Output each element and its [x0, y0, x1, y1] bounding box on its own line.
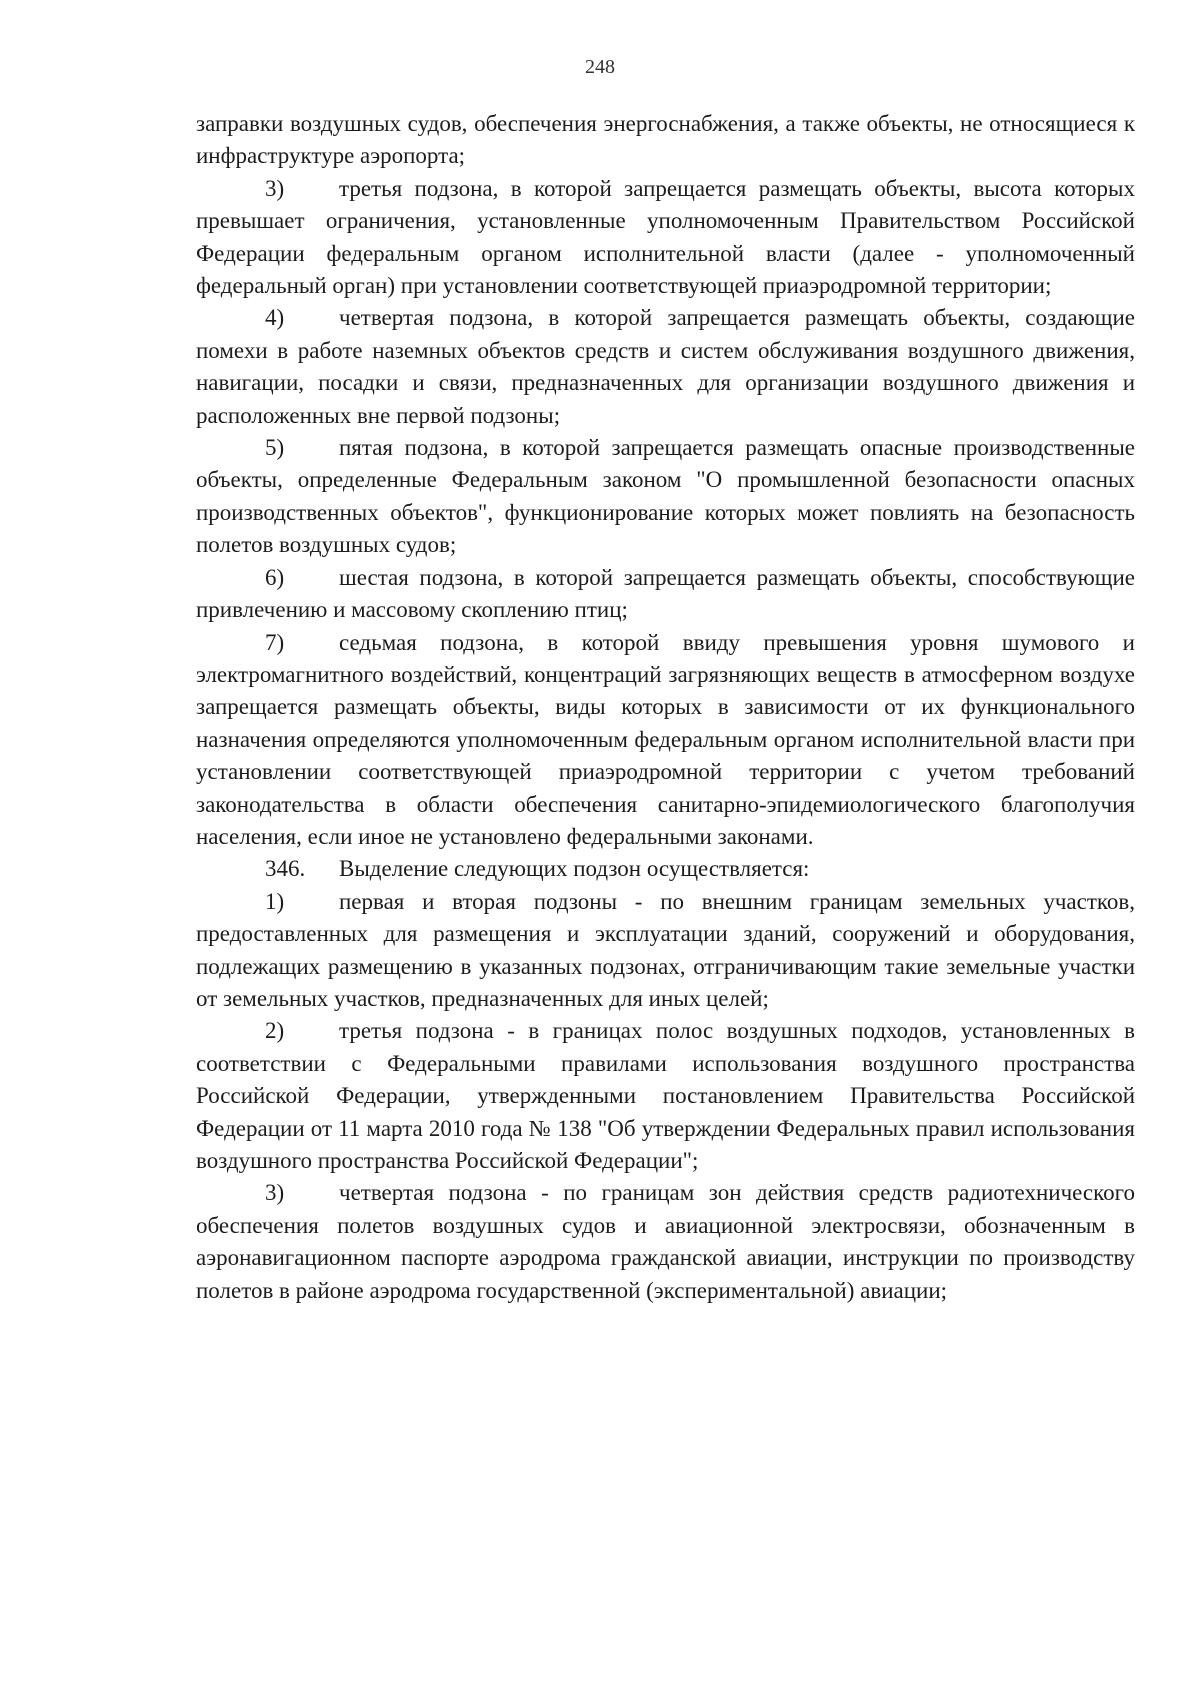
page-number: 248: [585, 56, 615, 78]
list-item-number: 6): [265, 564, 285, 590]
list-item-allocation-1: [196, 886, 1135, 1016]
list-item-allocation-2: [196, 1015, 1135, 1177]
list-item-subzone-6: [196, 562, 1135, 627]
paragraph-text: четвертая подзона - по границам зон действия средств радиотехнического обеспечения полетов воздушных судов и авиационной электросвязи, обозначенным в аэронавигационном паспорте аэродрома гражданской авиации, инструкции по производству полетов в районе аэродрома государственной (экспериментальной) авиации;: [196, 1180, 1135, 1303]
list-item-subzone-7: [196, 627, 1135, 854]
document-body: [196, 108, 1135, 1307]
list-item-number: 7): [265, 629, 285, 655]
paragraph-text: седьмая подзона, в которой ввиду превышения уровня шумового и электромагнитного воздействий, концентраций загрязняющих веществ в атмосферном воздухе запрещается размещать объекты, виды которых в зависимости от их функционального назначения определяются уполномоченным федеральным органом исполнительной власти при установлении соответствующей приаэродромной территории с учетом требований законодательства в области обеспечения санитарно-эпидемиологического благополучия населения, если иное не установлено федеральными законами.: [196, 629, 1135, 849]
list-item-number: 3): [265, 175, 285, 201]
paragraph-text: пятая подзона, в которой запрещается размещать опасные производственные объекты, определенные Федеральным законом "О промышленной безопасности опасных производственных объектов", функционирование которых может повлиять на безопасность полетов воздушных судов;: [196, 435, 1135, 558]
list-item-subzone-5: [196, 432, 1135, 562]
list-item-number: 3): [265, 1180, 285, 1206]
list-item-subzone-3: [196, 173, 1135, 303]
list-item-number: 1): [265, 888, 285, 914]
paragraph-text: четвертая подзона, в которой запрещается размещать объекты, создающие помехи в работе наземных объектов средств и систем обслуживания воздушного движения, навигации, посадки и связи, предназначенных для организации воздушного движения и расположенных вне первой подзоны;: [196, 305, 1135, 428]
list-item-number: 5): [265, 435, 285, 461]
section-number: 346.: [265, 856, 306, 882]
paragraph-continuation: [196, 108, 1135, 173]
list-item-subzone-4: [196, 302, 1135, 432]
paragraph-text: заправки воздушных судов, обеспечения энергоснабжения, а также объекты, не относящиеся к инфраструктуре аэропорта;: [196, 111, 1135, 169]
section-346: [196, 853, 1135, 885]
list-item-allocation-3: [196, 1177, 1135, 1307]
list-item-number: 2): [265, 1018, 285, 1044]
paragraph-text: Выделение следующих подзон осуществляется:: [339, 856, 810, 882]
paragraph-text: третья подзона, в которой запрещается размещать объекты, высота которых превышает ограничения, установленные уполномоченным Правительством Российской Федерации федеральным органом исполнительной власти (далее - уполномоченный федеральный орган) при установлении соответствующей приаэродромной территории;: [196, 175, 1135, 299]
paragraph-text: шестая подзона, в которой запрещается размещать объекты, способствующие привлечению и массовому скоплению птиц;: [196, 564, 1135, 623]
paragraph-text: третья подзона - в границах полос воздушных подходов, установленных в соответствии с Федеральными правилами использования воздушного пространства Российской Федерации, утвержденными постановлением Правительства Российской Федерации от 11 марта 2010 года № 138 "Об утверждении Федеральных правил использования воздушного пространства Российской Федерации";: [196, 1018, 1135, 1173]
list-item-number: 4): [265, 305, 285, 331]
paragraph-text: первая и вторая подзоны - по внешним границам земельных участков, предоставленных для размещения и эксплуатации зданий, сооружений и оборудования, подлежащих размещению в указанных подзонах, отграничивающим такие земельные участки от земельных участков, предназначенных для иных целей;: [196, 888, 1135, 1011]
